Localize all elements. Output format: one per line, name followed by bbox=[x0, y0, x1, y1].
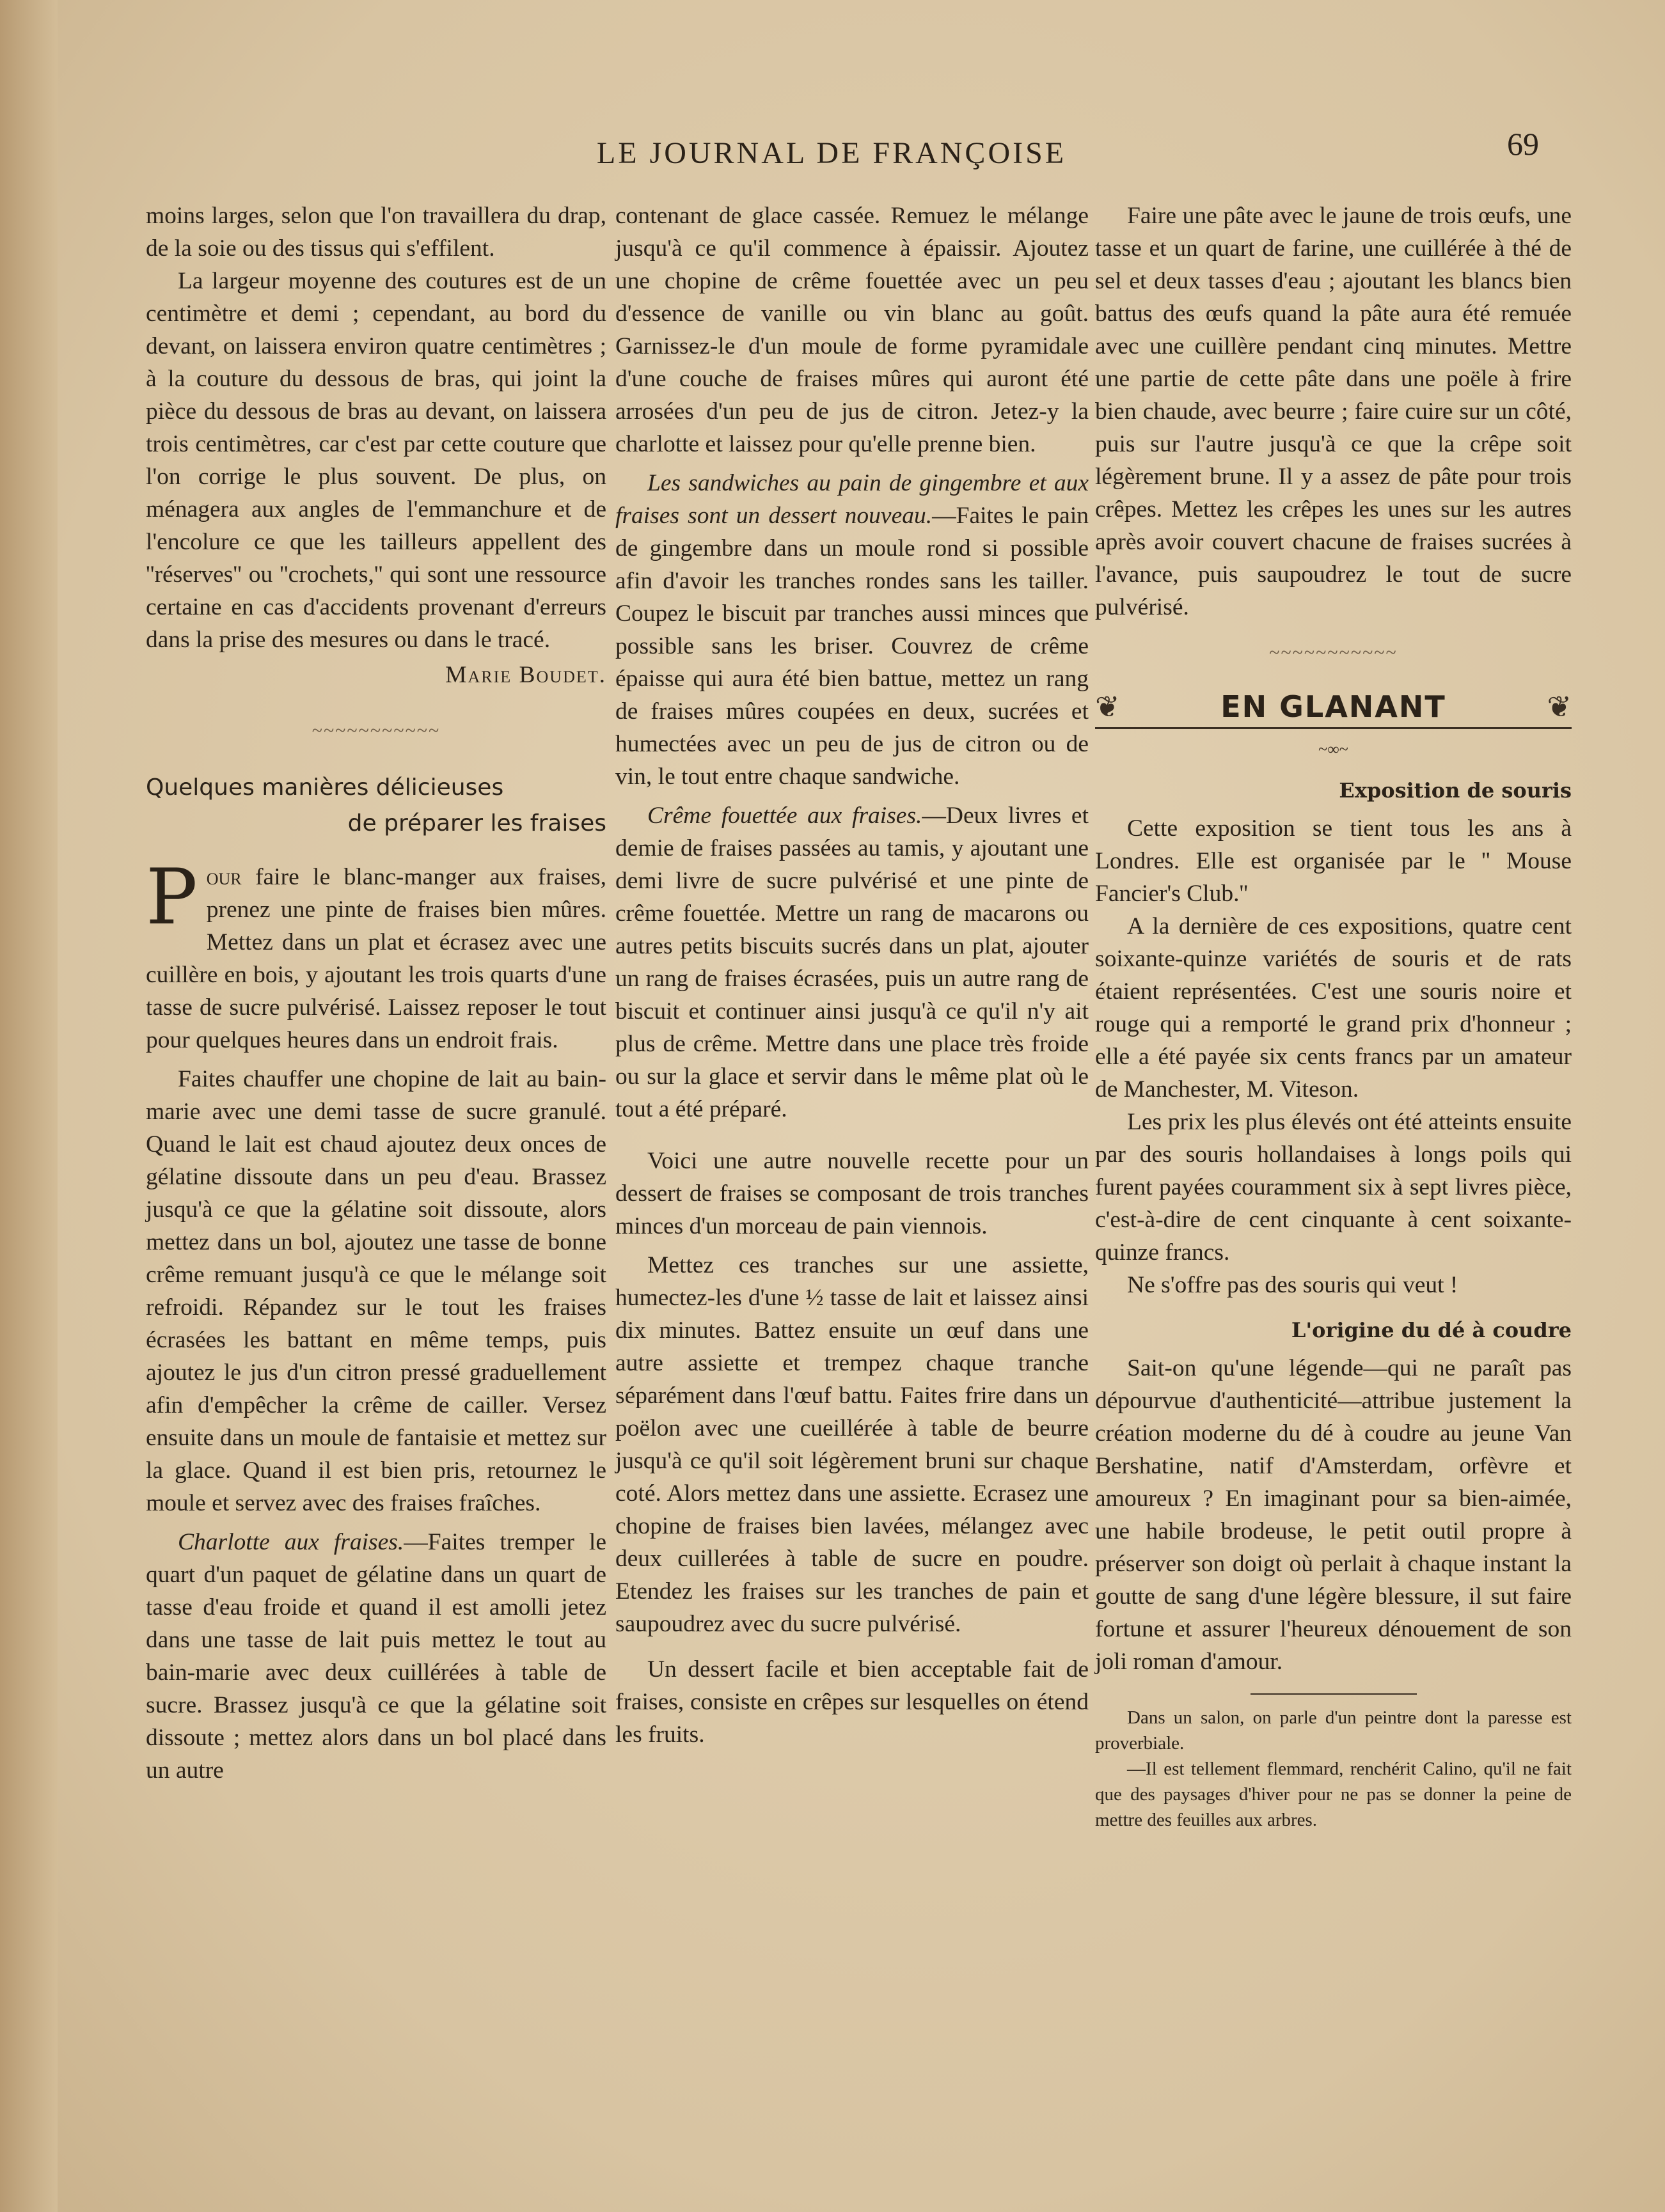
article-title-line2: de préparer les fraises bbox=[347, 810, 606, 836]
paragraph: A la dernière de ces expositions, quatre cent soixante-quinze variétés de souris et de rats étaient représentées. C'est une souris noire et rouge qui a remporté le grand prix d'honneur ; elle a été payée six cents francs par un amateur de Manchester, M. Viteson. bbox=[1095, 913, 1572, 1102]
recipe-name: Charlotte aux fraises. bbox=[178, 1529, 404, 1555]
anecdote-paragraph: Dans un salon, on parle d'un peintre dont la paresse est proverbiale. bbox=[1095, 1707, 1572, 1753]
subheading: Exposition de souris bbox=[1339, 778, 1572, 803]
page-number: 69 bbox=[1507, 126, 1539, 162]
running-header: LE JOURNAL DE FRANÇOISE bbox=[596, 136, 1067, 170]
paragraph: Les prix les plus élevés ont été atteints ensuite par des souris hollandaises à longs poils qui furent payées couramment six à sept livres pièce, c'est-à-dire de cent cinquante à cent soixante-quinze francs. bbox=[1095, 1109, 1572, 1266]
article-title bbox=[146, 770, 606, 842]
paragraph bbox=[146, 1526, 606, 1787]
divider-rule bbox=[1251, 1693, 1417, 1695]
paragraph-text: —Faites le pain de gingembre dans un moule rond si possible afin d'avoir les tranches rondes sans les tailler. Coupez le biscuit par tranches aussi minces que possible sans les briser. Couvrez de crême épaisse qui aura été bien battue, mettez un rang de fraises mûres coupées en deux, sucrées et humectées avec un peu de jus de citron ou de vin, le tout entre chaque sandwiche. bbox=[615, 503, 1089, 790]
section-banner-title: EN GLANANT bbox=[1220, 689, 1446, 724]
paragraph: Cette exposition se tient tous les ans à Londres. Elle est organisée par le '' Mouse Fancier's Club.'' bbox=[1095, 815, 1572, 907]
subheading: L'origine du dé à coudre bbox=[1291, 1318, 1572, 1342]
lead-word: our bbox=[206, 864, 242, 890]
recipe-name: Les sandwiches au pain de gingembre et aux fraises sont un dessert nouveau. bbox=[615, 470, 1089, 529]
paragraph: Ne s'offre pas des souris qui veut ! bbox=[1127, 1272, 1458, 1298]
paragraph bbox=[146, 853, 606, 1056]
recipe-name: Crême fouettée aux fraises. bbox=[647, 803, 922, 829]
paragraph: Un dessert facile et bien acceptable fait de fraises, consiste en crêpes sur lesquelles on étend les fruits. bbox=[615, 1656, 1089, 1748]
paragraph-text: —Deux livres et demie de fraises passées au tamis, y ajoutant une demi livre de sucre pulvérisé et une pinte de crême fouettée. Mettre un rang de macarons ou autres petits biscuits sucrés dans un plat, ajouter un rang de fraises écrasées, puis un autre rang de biscuit et continuer ainsi jusqu'à ce qu'il n'y ait plus de crême. Mettre dans une place très froide ou sur la glace et servir dans le même plat où le tout a été préparé. bbox=[615, 803, 1089, 1122]
banner-ornament: ~∞~ bbox=[1318, 740, 1348, 758]
author-signature: Marie Boudet. bbox=[445, 662, 606, 688]
column-1 bbox=[146, 200, 606, 1787]
column-2 bbox=[615, 200, 1089, 1751]
paragraph bbox=[615, 467, 1089, 793]
paragraph bbox=[615, 799, 1089, 1126]
paragraph: Faire une pâte avec le jaune de trois œufs, une tasse et un quart de farine, une cuillérée à thé de sel et deux tasses d'eau ; ajoutant les blancs bien battus des œufs quand la pâte aura été remuée avec une cuillère pendant cinq minutes. Mettre une partie de cette pâte dans une poële à frire bien chaude, avec beurre ; faire cuire sur un côté, puis sur l'autre jusqu'à ce que la crêpe soit légèrement brune. Il y a assez de pâte pour trois crêpes. Mettez les crêpes les unes sur les autres après avoir couvert chacune de fraises sucrées à l'avance, puis saupoudrez le tout de sucre pulvérisé. bbox=[1095, 203, 1572, 620]
article-title-line1: Quelques manières délicieuses bbox=[146, 774, 504, 801]
drop-cap: P bbox=[146, 853, 198, 942]
paragraph: Sait-on qu'une légende—qui ne paraît pas dépourvue d'authenticité—attribue justement la création moderne du dé à coudre au jeune Van Bershatine, natif d'Amsterdam, orfèvre et amoureux ? En imaginant pour sa bien-aimée, une habile brodeuse, le petit outil propre à préserver son doigt où perlait à chaque instant la goutte de sang d'une légère blessure, il sut faire fortune et assurer l'heureux dénouement de son joli roman d'amour. bbox=[1095, 1355, 1572, 1675]
ornament-divider: ~~~~~~~~~~~ bbox=[312, 720, 441, 741]
paragraph-text: faire le blanc-manger aux fraises, prenez une pinte de fraises bien mûres. Mettez dans un plat et écrasez avec une cuillère en bois, y ajoutant les trois quarts d'une tasse de sucre pulvérisé. Laissez reposer le tout pour quelques heures dans un endroit frais. bbox=[146, 864, 606, 1053]
anecdote-paragraph: —Il est tellement flemmard, renchérit Calino, qu'il ne fait que des paysages d'hiver pour ne pas se donner la peine de mettre des feuilles aux arbres. bbox=[1095, 1759, 1572, 1830]
paragraph: Mettez ces tranches sur une assiette, humectez-les d'une ½ tasse de lait et laissez ainsi dix minutes. Battez ensuite un œuf dans une autre assiette et trempez chaque tranche séparément dans l'œuf battu. Faites frire dans un poëlon avec une cueillérée à table de beurre jusqu'à ce qu'il soit légèrement bruni sur chaque coté. Alors mettez dans une assiette. Ecrasez une chopine de fraises bien lavées, mélangez avec deux cuillerées à table de sucre en poudre. Etendez les fraises sur les tranches de pain et saupoudrez avec du sucre pulvérisé. bbox=[615, 1252, 1089, 1637]
paragraph: Faites chauffer une chopine de lait au bain-marie avec une demi tasse de sucre granulé. Quand le lait est chaud ajoutez deux onces de gélatine dissoute dans un peu d'eau. Brassez jusqu'à ce que la gélatine soit dissoute, alors mettez dans un bol, ajoutez une tasse de bonne crême remuant jusqu'à ce que le mélange soit refroidi. Répandez sur le tout les fraises écrasées les battant en même temps, puis ajoutez le jus d'un citron pressé graduellement afin d'empêcher la crême de cailler. Versez ensuite dans un moule de fantaisie et mettez sur la glace. Quand il est bien pris, retournez le moule et servez avec des fraises fraîches. bbox=[146, 1066, 606, 1516]
paragraph: La largeur moyenne des coutures est de un centimètre et demi ; cependant, au bord du devant, on laissera environ quatre centimètres ; à la couture du dessous de bras, qui joint la pièce du dessous de bras au devant, on laissera trois centimètres, car c'est par cette couture que l'on corrige le plus souvent. De plus, on ménagera aux angles de l'emmanchure et de l'encolure ce que les tailleurs appellent des ''réserves'' ou ''crochets,'' qui sont une ressource certaine en cas d'accidents provenant d'erreurs dans la prise des mesures ou dans le tracé. bbox=[146, 268, 606, 653]
section-banner bbox=[1095, 691, 1572, 729]
paragraph-text: —Faites tremper le quart d'un paquet de gélatine dans un quart de tasse d'eau froide et quand il est amolli jetez dans une tasse de lait puis mettez le tout au bain-marie avec deux cuillérées à table de sucre. Brassez jusqu'à ce que la gélatine soit dissoute ; mettez alors dans un bol placé dans un autre bbox=[146, 1529, 606, 1784]
page-fold-shadow bbox=[0, 0, 58, 2212]
right-flourish-icon: ❦ bbox=[1547, 691, 1572, 723]
left-flourish-icon: ❦ bbox=[1095, 691, 1120, 723]
paragraph: Voici une autre nouvelle recette pour un dessert de fraises se composant de trois tranches minces d'un morceau de pain viennois. bbox=[615, 1148, 1089, 1239]
paragraph: moins larges, selon que l'on travaillera du drap, de la soie ou des tissus qui s'effilent. bbox=[146, 203, 606, 262]
ornament-divider: ~~~~~~~~~~~ bbox=[1269, 642, 1398, 663]
paragraph: contenant de glace cassée. Remuez le mélange jusqu'à ce qu'il commence à épaissir. Ajoutez une chopine de crême fouettée avec un peu d'essence de vanille ou vin blanc au goût. Garnissez-le d'un moule de forme pyramidale d'une couche de fraises mûres qui auront été arrosées d'un peu de jus de citron. Jetez-y la charlotte et laissez pour qu'elle prenne bien. bbox=[615, 203, 1089, 457]
column-3 bbox=[1095, 200, 1572, 1833]
